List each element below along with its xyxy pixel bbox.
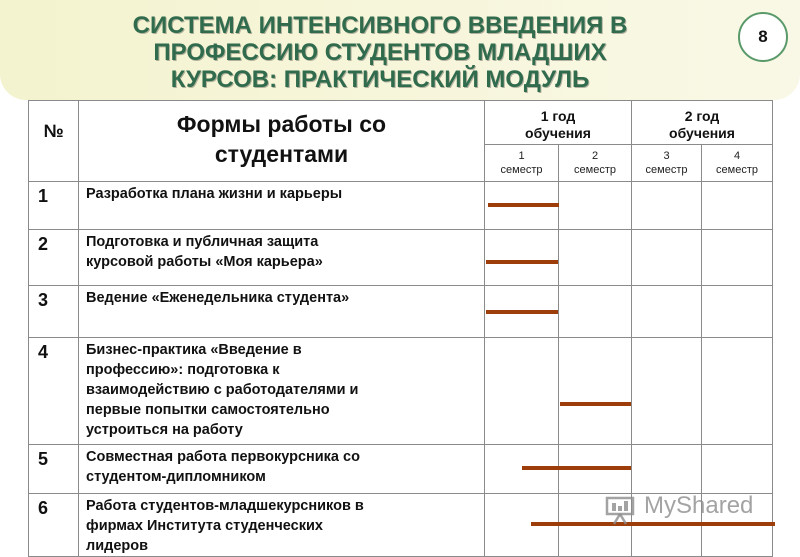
table-row — [29, 230, 773, 286]
cell — [485, 230, 559, 286]
row-text — [79, 230, 485, 286]
semester-bar-row-4 — [560, 402, 631, 406]
cell — [702, 445, 773, 494]
semester-bar-row-2 — [486, 260, 558, 264]
cell — [485, 338, 559, 445]
semester-number: 2 — [591, 150, 599, 162]
year-header-line: обучения — [669, 125, 735, 141]
semester-bar-row-1 — [488, 203, 559, 207]
forms-header-line: студентами — [214, 141, 349, 167]
cell — [632, 445, 702, 494]
table-row — [29, 182, 773, 230]
row-text — [79, 494, 485, 557]
row-text-line: лидеров — [86, 538, 149, 554]
row-number: 6 — [29, 494, 79, 557]
row-text-line: Ведение «Еженедельника студента» — [86, 290, 350, 306]
row-text — [79, 182, 485, 230]
row-text — [79, 286, 485, 338]
year-header-line: 2 год — [684, 108, 720, 124]
presentation-board-icon — [604, 492, 638, 526]
row-number: 1 — [29, 182, 79, 230]
forms-header-line: Формы работы со — [176, 111, 387, 137]
row-number: 3 — [29, 286, 79, 338]
title-line: ПРОФЕССИЮ СТУДЕНТОВ МЛАДШИХ — [153, 39, 607, 66]
page-number-badge: 8 — [738, 12, 788, 62]
row-text-line: устроиться на работу — [86, 422, 243, 438]
cell — [559, 230, 632, 286]
row-text-line: курсовой работы «Моя карьера» — [86, 254, 323, 270]
cell — [632, 230, 702, 286]
row-number: 5 — [29, 445, 79, 494]
semester-word: семестр — [574, 164, 616, 176]
row-number: 4 — [29, 338, 79, 445]
cell — [702, 182, 773, 230]
cell — [702, 286, 773, 338]
row-text-line: студентом-дипломником — [86, 469, 266, 485]
year-1-header — [485, 101, 632, 145]
practical-module-table — [28, 100, 773, 557]
row-text-line: Разработка плана жизни и карьеры — [86, 186, 343, 202]
cell — [702, 338, 773, 445]
row-text — [79, 338, 485, 445]
watermark-text: MyShared — [644, 492, 754, 519]
row-number: 2 — [29, 230, 79, 286]
semester-bar-row-5 — [522, 466, 631, 470]
title-line: СИСТЕМА ИНТЕНСИВНОГО ВВЕДЕНИЯ В — [132, 12, 628, 39]
forms-column-header — [79, 101, 485, 182]
number-column-header: № — [29, 101, 79, 182]
semester-word: семестр — [716, 164, 758, 176]
semester-1-header — [485, 145, 559, 182]
cell — [632, 182, 702, 230]
semester-bar-row-6 — [531, 522, 775, 526]
row-text — [79, 445, 485, 494]
semester-word: семестр — [645, 164, 688, 176]
title-line: КУРСОВ: ПРАКТИЧЕСКИЙ МОДУЛЬ — [170, 66, 590, 93]
row-text-line: профессию»: подготовка к — [86, 362, 280, 378]
cell — [632, 338, 702, 445]
semester-number: 1 — [518, 150, 525, 162]
semester-3-header — [632, 145, 702, 182]
table-row — [29, 286, 773, 338]
semester-4-header — [702, 145, 773, 182]
year-header-line: 1 год — [540, 108, 576, 124]
semester-number: 4 — [733, 150, 741, 162]
row-text-line: Подготовка и публичная защита — [86, 234, 319, 250]
cell — [632, 286, 702, 338]
semester-2-header — [559, 145, 632, 182]
row-text-line: Работа студентов-младшекурсников в — [86, 498, 364, 514]
semester-word: семестр — [500, 164, 543, 176]
row-text-line: фирмах Института студенческих — [86, 518, 323, 534]
semester-number: 3 — [663, 150, 670, 162]
row-text-line: Совместная работа первокурсника со — [86, 449, 360, 465]
row-text-line: Бизнес-практика «Введение в — [86, 342, 302, 358]
year-header-line: обучения — [525, 125, 591, 141]
semester-bar-row-3 — [486, 310, 558, 314]
cell — [559, 182, 632, 230]
slide-title — [40, 12, 720, 93]
row-text-line: первые попытки самостоятельно — [86, 402, 330, 418]
row-text-line: взаимодействию с работодателями и — [86, 382, 359, 398]
table-row — [29, 445, 773, 494]
year-2-header — [632, 101, 773, 145]
cell — [702, 230, 773, 286]
cell — [559, 338, 632, 445]
table-row — [29, 338, 773, 445]
cell — [559, 286, 632, 338]
